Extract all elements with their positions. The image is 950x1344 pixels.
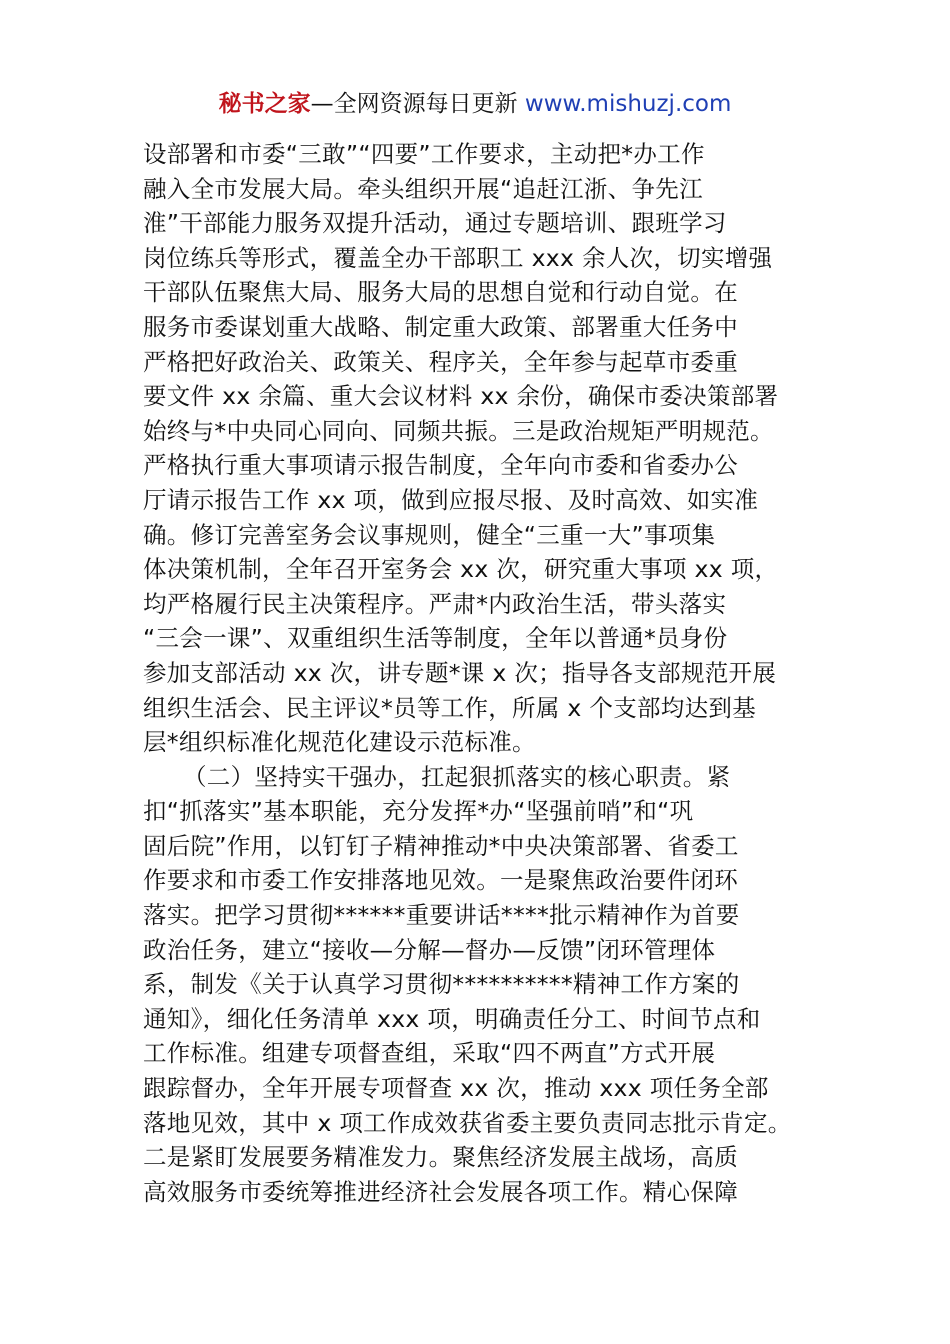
text-line: 政治任务，建立“接收—分解—督办—反馈”闭环管理体 <box>143 935 716 964</box>
text-line: 参加支部活动 xx 次，讲专题*课 x 次；指导各支部规范开展 <box>143 658 777 687</box>
header-slogan: —全网资源每日更新 <box>310 91 525 117</box>
brand-name: 秘书之家 <box>218 91 311 117</box>
text-line: 扣“抓落实”基本职能，充分发挥*办“坚强前哨”和“巩 <box>143 797 694 826</box>
text-line: 均严格履行民主决策程序。严肃*内政治生活，带头落实 <box>143 589 727 618</box>
text-line: 层*组织标准化规范化建设示范标准。 <box>143 728 536 757</box>
text-line: 岗位练兵等形式，覆盖全办干部职工 xxx 余人次，切实增强 <box>143 243 773 272</box>
text-line: 固后院”作用，以钉钉子精神推动*中央决策部署、省委工 <box>143 831 739 860</box>
text-line: 设部署和市委“三敢”“四要”工作要求，主动把*办工作 <box>143 140 705 168</box>
text-line: 落地见效，其中 x 项工作成效获省委主要负责同志批示肯定。 <box>143 1108 792 1137</box>
text-line: 要文件 xx 余篇、重大会议材料 xx 余份，确保市委决策部署 <box>143 382 779 411</box>
text-line: 厅请示报告工作 xx 项，做到应报尽报、及时高效、如实准 <box>143 485 759 514</box>
text-line: “三会一课”、双重组织生活等制度，全年以普通*员身份 <box>143 624 728 653</box>
text-line: 淮”干部能力服务双提升活动，通过专题培训、跟班学习 <box>143 209 727 238</box>
text-line: 跟踪督办，全年开展专项督查 xx 次，推动 xxx 项任务全部 <box>143 1074 769 1103</box>
site-header <box>0 88 950 120</box>
text-line: 严格执行重大事项请示报告制度，全年向市委和省委办公 <box>143 451 738 480</box>
text-line: 高效服务市委统筹推进经济社会发展各项工作。精心保障 <box>143 1177 738 1206</box>
text-line: 二是紧盯发展要务精准发力。聚焦经济发展主战场，高质 <box>143 1143 738 1172</box>
text-line: 落实。把学习贯彻******重要讲话****批示精神作为首要 <box>143 901 740 930</box>
text-line: 组织生活会、民主评议*员等工作，所属 x 个支部均达到基 <box>143 693 756 722</box>
section-heading-line: （二）坚持实干强办，扛起狠抓落实的核心职责。紧 <box>183 762 731 791</box>
text-line: 系，制发《关于认真学习贯彻**********精神工作方案的 <box>143 970 740 999</box>
text-line: 服务市委谋划重大战略、制定重大政策、部署重大任务中 <box>143 312 738 341</box>
text-line: 始终与*中央同心同向、同频共振。三是政治规矩严明规范。 <box>143 416 774 445</box>
document-body <box>143 137 813 1209</box>
text-line: 体决策机制，全年召开室务会 xx 次，研究重大事项 xx 项， <box>143 555 779 584</box>
text-line: 融入全市发展大局。牵头组织开展“追赶江浙、争先江 <box>143 174 703 203</box>
text-line: 工作标准。组建专项督查组，采取“四不两直”方式开展 <box>143 1039 716 1068</box>
text-line: 确。修订完善室务会议事规则，健全“三重一大”事项集 <box>143 520 716 549</box>
text-line: 干部队伍聚焦大局、服务大局的思想自觉和行动自觉。在 <box>143 278 738 307</box>
site-link[interactable]: www.mishuzj.com <box>524 91 732 117</box>
text-line: 通知》，细化任务清单 xxx 项，明确责任分工、时间节点和 <box>143 1004 761 1033</box>
text-line: 严格把好政治关、政策关、程序关，全年参与起草市委重 <box>143 347 738 376</box>
text-line: 作要求和市委工作安排落地见效。一是聚焦政治要件闭环 <box>143 866 738 895</box>
